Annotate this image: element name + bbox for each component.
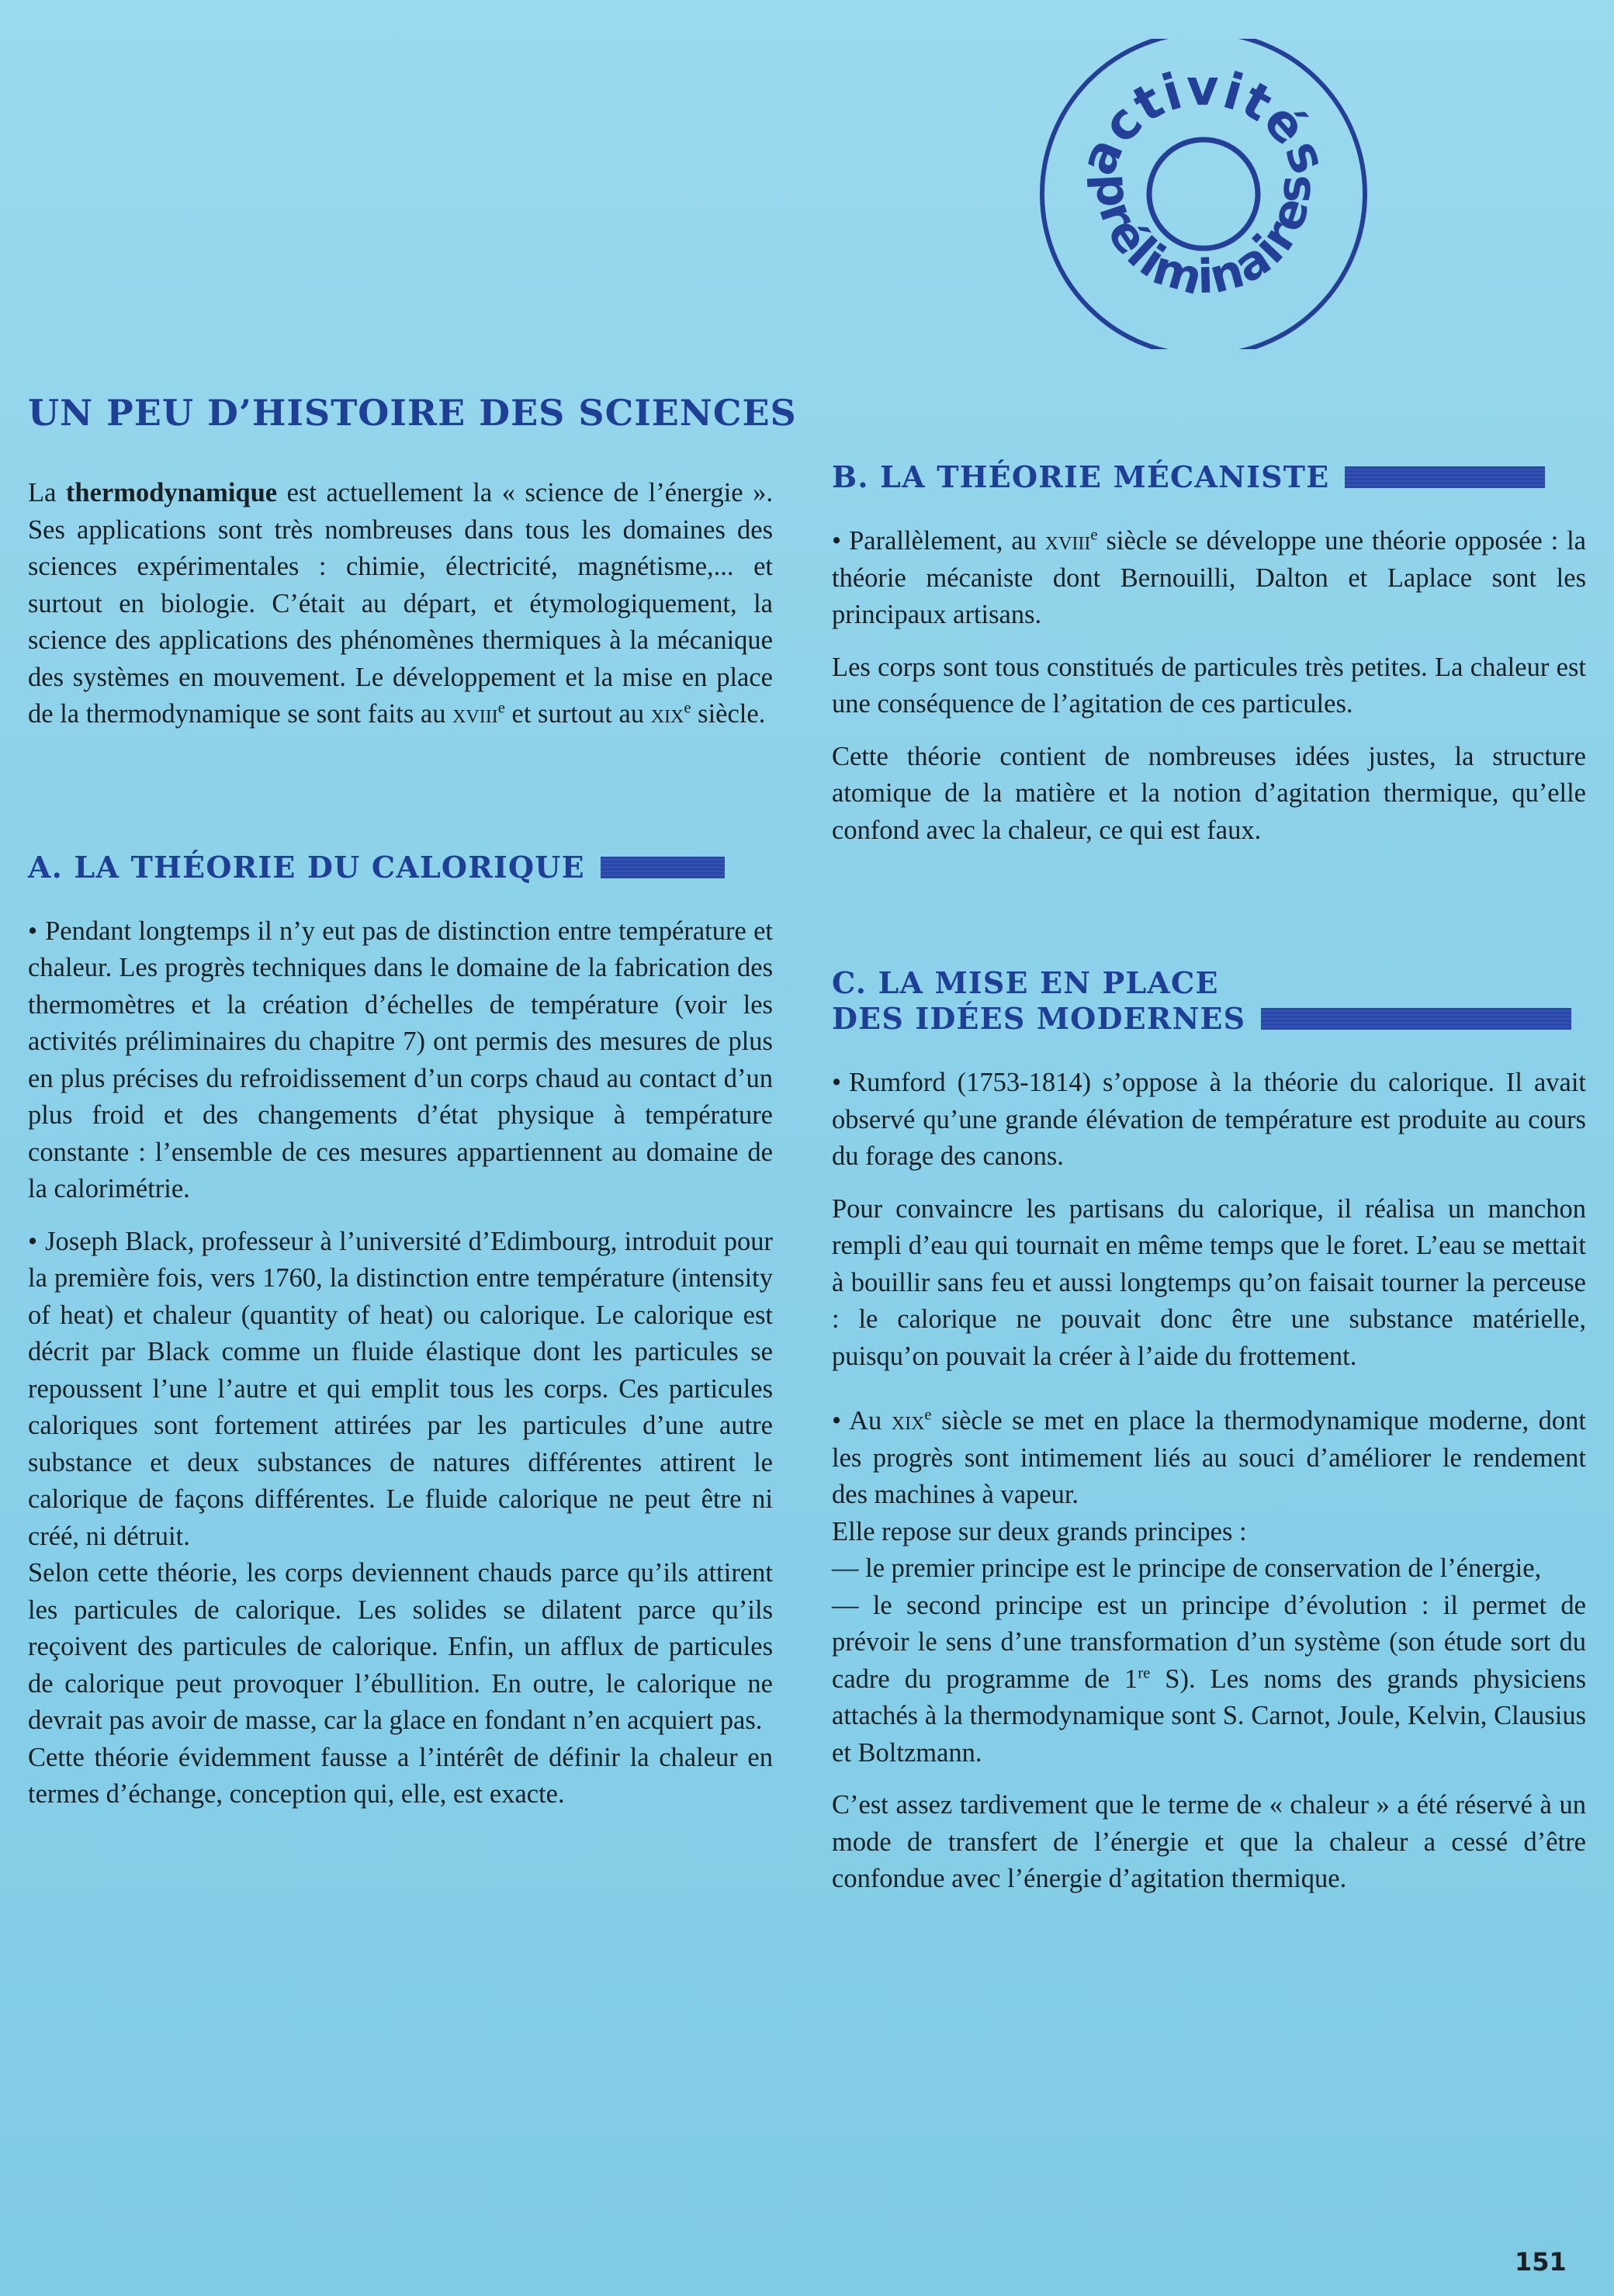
section-b-paragraph-2: Les corps sont tous constitués de particules très petites. La chaleur est une conséquence de l’agitation de ces particules. — [832, 652, 1586, 719]
page-number: 151 — [1515, 2247, 1567, 2277]
section-c-principles-intro: Elle repose sur deux grands principes : — [832, 1516, 1247, 1546]
intro-text-body: est actuellement la « science de l’énergie ». Ses applications sont très nombreuses dans tous les domaines des sciences expérimentales : chimie, électricité, magnétisme,... et surtout en biologie. C’était au départ, et étymologiquement, la science des applications des phénomènes thermiques à la mécanique des systèmes en mouvement. Le développement et la mise en place de la thermodynamique se sont faits au — [28, 478, 773, 729]
section-b-heading-text: B. LA THÉORIE MÉCANISTE — [832, 459, 1330, 494]
stamp-bottom-text: préliminaires — [1085, 172, 1322, 306]
superscript-e: e — [497, 699, 505, 717]
bullet-icon: • — [832, 1406, 842, 1435]
bullet-icon: • — [832, 1068, 842, 1097]
section-b-paragraph-1 — [832, 523, 1586, 634]
intro-paragraph — [28, 475, 773, 733]
section-a-paragraph-2 — [28, 1224, 773, 1556]
section-a-paragraph-1 — [28, 913, 773, 1208]
stamp-top-text: activités — [1068, 59, 1339, 183]
century-18: xviii — [1044, 526, 1091, 556]
section-c-paragraph-1 — [832, 1065, 1586, 1176]
superscript-e: e — [924, 1406, 932, 1424]
superscript-e-2: e — [684, 699, 691, 717]
century-19: xix — [891, 1406, 925, 1435]
section-c-paragraph-4: C’est assez tardivement que le terme de « chaleur » a été réservé à un mode de transfert de l’énergie et que la chaleur a cessé d’être confondue avec l’énergie d’agitation thermique. — [832, 1790, 1586, 1893]
right-column — [832, 459, 1586, 1898]
section-c-heading-line-1: C. LA MISE EN PLACE — [832, 965, 1219, 1000]
section-c-principle-2-start: — le second principe est un principe d’évolution : il permet de prévoir le sens d’une transformation d’un système (son étude sort du cadre du programme de 1 — [832, 1590, 1586, 1694]
page-title: UN PEU D’HISTOIRE DES SCIENCES — [28, 392, 797, 434]
section-c-heading — [832, 965, 1586, 1037]
intro-text-start: La — [28, 478, 66, 507]
section-c-p3-end: siècle se met en place la thermodynamique moderne, dont les progrès sont intimement liés au souci d’améliorer le rendement des machines à vapeur. — [832, 1406, 1586, 1509]
intro-text-mid: et surtout au — [504, 699, 651, 729]
section-b-p1-end: siècle se développe une théorie opposée : la théorie mécaniste dont Bernouilli, Dalton et Laplace sont les principaux artisans. — [832, 526, 1586, 629]
section-a-p2-text: Joseph Black, professeur à l’université d’Edimbourg, introduit pour la première fois, vers 1760, la distinction entre température (intensity of heat) et chaleur (quantity of heat) ou calorique. Le calorique est décrit par Black comme un fluide élastique dont les particules se repoussent l’une l’autre et qui emplit tous les corps. Ces particules caloriques sont fortement attirées par les particules d’une autre substance et deux substances de natures différentes attirent le calorique de façons différentes. Le fluide calorique ne peut être ni créé, ni détruit. — [28, 1226, 773, 1551]
section-b-heading — [832, 459, 1586, 495]
section-a-p1-text: Pendant longtemps il n’y eut pas de distinction entre température et chaleur. Les progrès techniques dans le domaine de la fabrication des thermomètres et la création d’échelles de température (voir les activités préliminaires du chapitre 7) ont permis des mesures de plus en plus précises du refroidissement d’un corps chaud au contact d’un plus froid et des changements d’état physique à température constante : l’ensemble de ces mesures appartiennent au domaine de la calorimétrie. — [28, 916, 773, 1203]
section-a-heading — [28, 850, 773, 885]
intro-text-end: siècle. — [691, 699, 766, 729]
section-c-principle-1: — le premier principe est le principe de conservation de l’énergie, — [832, 1553, 1542, 1583]
section-a-heading-text: A. LA THÉORIE DU CALORIQUE — [28, 849, 585, 885]
section-c-heading-text-2: DES IDÉES MODERNES — [832, 1001, 1246, 1036]
section-c-bar — [1261, 1008, 1571, 1030]
section-a-paragraph-4: Cette théorie évidemment fausse a l’intérêt de définir la chaleur en termes d’échange, conception qui, elle, est exacte. — [28, 1742, 773, 1809]
superscript-e: e — [1090, 526, 1098, 544]
activites-preliminaires-stamp — [1037, 39, 1370, 349]
section-b-p1-start: Parallèlement, au — [849, 526, 1045, 556]
superscript-re: re — [1138, 1664, 1151, 1681]
section-c-principle-2-end: S). Les noms des grands physiciens attachés à la thermodynamique sont S. Carnot, Joule, Kelvin, Clausius et Boltzmann. — [832, 1664, 1586, 1768]
section-c-paragraph-2: Pour convaincre les partisans du calorique, il réalisa un manchon rempli d’eau qui tournait en même temps que le foret. L’eau se mettait à bouillir sans feu et aussi longtemps qu’on faisait tourner la perceuse : le calorique ne pouvait donc être une substance matérielle, puisqu’on pouvait la créer à l’aide du frottement. — [832, 1193, 1586, 1371]
section-c-p3-start: Au — [849, 1406, 892, 1435]
bullet-icon: • — [28, 1226, 38, 1256]
section-a-bar — [601, 857, 725, 878]
section-c-p1-text: Rumford (1753-1814) s’oppose à la théorie du calorique. Il avait observé qu’une grande élévation de température est produite au cours du forage des canons. — [832, 1068, 1586, 1171]
section-c-principle-2 — [832, 1588, 1586, 1772]
century-19: xix — [650, 699, 684, 729]
bullet-icon: • — [28, 916, 38, 946]
section-c-paragraph-3 — [832, 1403, 1586, 1514]
section-c-heading-line-2 — [832, 1001, 1586, 1037]
intro-bold-term: thermodynamique — [65, 478, 278, 507]
section-b-bar — [1345, 466, 1545, 488]
left-column — [28, 475, 773, 1813]
section-a-paragraph-3: Selon cette théorie, les corps deviennent chauds parce qu’ils attirent les particules de calorique. Les solides se dilatent parce qu’ils reçoivent des particules de calorique. Enfin, un afflux de particules de calorique peut provoquer l’ébullition. En outre, le calorique ne devrait pas avoir de masse, car la glace en fondant n’en acquiert pas. — [28, 1558, 773, 1735]
stamp-inner-ring — [1149, 140, 1258, 248]
century-18: xviii — [452, 699, 498, 729]
section-b-paragraph-3: Cette théorie contient de nombreuses idées justes, la structure atomique de la matière et la notion d’agitation thermique, qu’elle confond avec la chaleur, ce qui est faux. — [832, 741, 1586, 845]
bullet-icon: • — [832, 526, 842, 556]
